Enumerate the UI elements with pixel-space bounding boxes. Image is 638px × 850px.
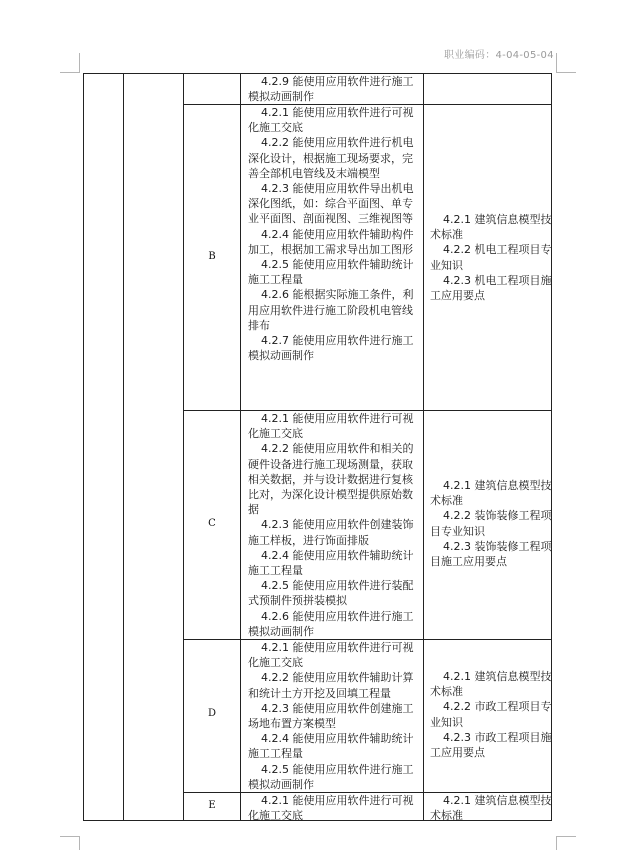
knowledge-cell — [430, 212, 552, 303]
skill-item: 4.2.6 能使用应用软件进行施工模拟动画制作 — [248, 609, 414, 638]
crop-mark — [556, 72, 576, 73]
skills-cell — [248, 105, 420, 363]
level-label: E — [208, 800, 216, 811]
knowledge-item: 4.2.3 机电工程项目施工应用要点 — [430, 273, 552, 303]
knowledge-item: 4.2.1 建筑信息模型技术标准 — [430, 479, 552, 508]
skill-item: 4.2.4 能使用应用软件辅助统计施工工程量 — [248, 548, 414, 578]
skills-cell — [248, 411, 420, 639]
knowledge-cell — [430, 478, 552, 569]
skill-item: 4.2.5 能使用应用软件辅助统计施工工程量 — [248, 258, 414, 287]
skill-item: 4.2.5 能使用应用软件进行装配式预制件预拼装模拟 — [248, 579, 414, 608]
skill-item: 4.2.4 能使用应用软件辅助统计施工工程量 — [248, 732, 414, 761]
knowledge-item: 4.2.2 装饰装修工程项目专业知识 — [430, 509, 552, 538]
crop-mark — [60, 72, 80, 73]
level-label: B — [208, 251, 216, 262]
knowledge-cell — [430, 669, 552, 760]
column-divider — [183, 74, 184, 820]
knowledge-item: 4.2.1 建筑信息模型技术标准 — [430, 794, 552, 823]
knowledge-cell — [430, 793, 552, 823]
skill-item: 4.2.4 能使用应用软件辅助构件加工，根据加工需求导出加工图形 — [248, 227, 414, 256]
knowledge-item: 4.2.2 机电工程项目专业知识 — [430, 243, 552, 272]
level-label: D — [207, 708, 217, 719]
column-divider — [240, 74, 241, 820]
knowledge-item: 4.2.1 建筑信息模型技术标准 — [430, 213, 552, 242]
crop-mark — [79, 836, 80, 850]
skill-requirements-table — [83, 73, 552, 821]
skill-item: 4.2.9 能使用应用软件进行施工模拟动画制作 — [248, 75, 414, 104]
skills-cell — [248, 74, 420, 104]
skill-item: 4.2.7 能使用应用软件进行施工模拟动画制作 — [248, 334, 414, 363]
skill-item: 4.2.1 能使用应用软件进行可视化施工交底 — [248, 106, 414, 135]
knowledge-item: 4.2.1 建筑信息模型技术标准 — [430, 670, 552, 699]
skill-item: 4.2.3 能使用应用软件导出机电深化图纸，如：综合平面图、单专业平面图、剖面视图、三维视图等 — [248, 182, 414, 226]
skill-item: 4.2.3 能使用应用软件创建装饰施工样板，进行饰面排版 — [248, 518, 414, 547]
skill-item: 4.2.6 能根据实际施工条件，利用应用软件进行施工阶段机电管线排布 — [248, 288, 414, 332]
crop-mark — [60, 836, 80, 837]
skill-item: 4.2.2 能使用应用软件进行机电深化设计，根据施工现场要求，完善全部机电管线及末端模型 — [248, 136, 414, 180]
crop-mark — [79, 53, 80, 73]
crop-mark — [556, 836, 576, 837]
skill-item: 4.2.1 能使用应用软件进行可视化施工交底 — [248, 641, 414, 670]
level-label: C — [208, 518, 216, 529]
knowledge-item: 4.2.2 市政工程项目专业知识 — [430, 700, 552, 729]
knowledge-item: 4.2.3 市政工程项目施工应用要点 — [430, 730, 552, 760]
crop-mark — [556, 836, 557, 850]
skill-item: 4.2.5 能使用应用软件进行施工模拟动画制作 — [248, 762, 414, 791]
occupation-code: 职业编码：4-04-05-04 — [444, 50, 554, 61]
crop-mark — [556, 53, 557, 73]
skill-item: 4.2.2 能使用应用软件辅助计算和统计土方开挖及回填工程量 — [248, 671, 414, 700]
column-divider — [123, 74, 124, 820]
skills-cell — [248, 640, 420, 792]
column-divider — [423, 74, 424, 820]
knowledge-item: 4.2.3 装饰装修工程项目施工应用要点 — [430, 539, 552, 569]
skill-item: 4.2.2 能使用应用软件和相关的硬件设备进行施工现场测量，获取相关数据，并与设计数据进行复核比对，为深化设计模型提供原始数据 — [248, 442, 414, 517]
skill-item: 4.2.3 能使用应用软件创建施工场地布置方案模型 — [248, 701, 414, 731]
skill-item: 4.2.1 能使用应用软件进行可视化施工交底 — [248, 794, 414, 823]
skill-item: 4.2.1 能使用应用软件进行可视化施工交底 — [248, 412, 414, 441]
skills-cell — [248, 793, 420, 823]
